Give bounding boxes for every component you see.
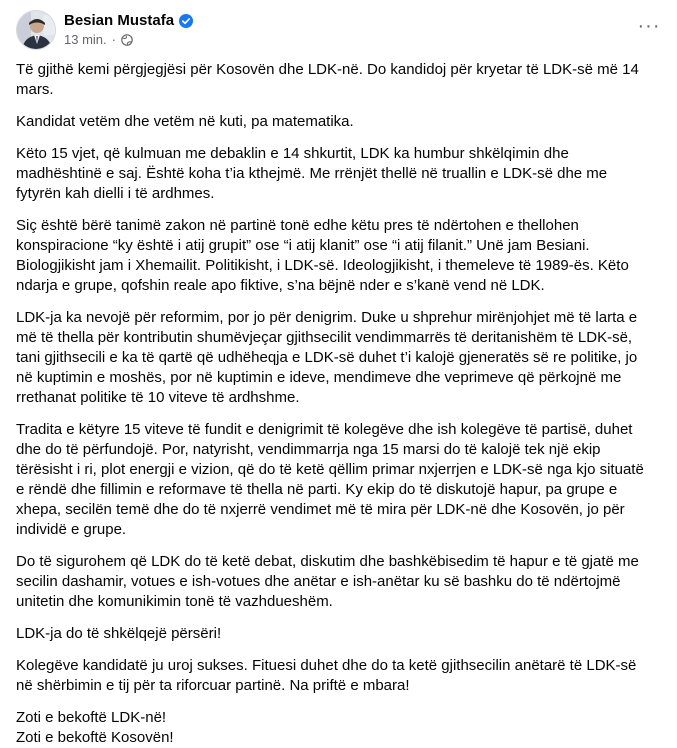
post-paragraph: LDK-ja do të shkëlqejë përsëri! — [16, 625, 222, 642]
post-meta — [64, 32, 133, 48]
post-paragraph: LDK-ja ka nevojë për reformim, por jo për denigrim. Duke u shprehur mirënjohjet më të larta e më të thella për kontributin shumëvjeçar gjithsecilit vendimmarrës të deritanishëm të LDK-së, tani gjithsecili e ka të qartë që udhëheqja e LDK-së duhet t’i kalojë gjeneratës së re politike, jo në kuptimin e moshës, por në kuptimin e ideve, mendimeve dhe veprimeve që përkojnë me rrethanat politike të 10 viteve të ardhshme. — [16, 309, 638, 406]
post-paragraph: Do të sigurohem që LDK do të ketë debat, diskutim dhe bashkëbisedim të hapur e të gjatë me secilin dashamir, votues e ish-votues dhe anëtar e ish-anëtar ku së bashku do të ndërtojmë unitetin dhe komunikimin tonë të vazhdueshëm. — [16, 553, 639, 610]
post-body — [16, 60, 655, 748]
more-options-icon: ··· — [637, 15, 661, 37]
post-paragraph: Këto 15 vjet, që kulmuan me debaklin e 14 shkurtit, LDK ka humbur shkëlqimin dhe madhështinë e saj. Është koha t’ia kthejmë. Me rrënjët thellë në truallin e LDK-së dhe me fytyrën kah dielli i të ardhmes. — [16, 145, 608, 202]
post-closing-line: Zoti e bekoftë LDK-në! — [16, 709, 167, 726]
post-timestamp[interactable]: 13 min. — [64, 32, 107, 47]
avatar-photo — [17, 11, 56, 50]
author-avatar[interactable] — [16, 10, 56, 50]
post-paragraph: Kolegëve kandidatë ju uroj sukses. Fituesi duhet dhe do ta ketë gjithsecilin anëtarë të LDK-së në shërbimin e tij për ta riforcuar partinë. Na priftë e mbara! — [16, 657, 637, 694]
post-header — [16, 10, 661, 52]
author-name[interactable]: Besian Mustafa — [64, 12, 175, 29]
author-row — [64, 12, 193, 30]
post-paragraph: Siç është bërë tanimë zakon në partinë tonë edhe këtu pres të ndërtohen e thellohen konspiracione “ky është i atij grupit” ose “i atij klanit” ose “i atij filanit.” Unë jam Besiani. Biologjikisht jam i Xhemailit. Politikisht, i LDK-së. Ideologjikisht, i themeleve të 1989-ës. Këto ndarja e grupe, qofshin reale apo fiktive, s’na bëjnë nder e s’kanë vend në LDK. — [16, 217, 629, 294]
verified-badge-icon — [179, 14, 193, 28]
more-options-button[interactable] — [633, 14, 665, 38]
meta-separator: · — [111, 32, 116, 47]
post-paragraph: Kandidat vetëm dhe vetëm në kuti, pa matematika. — [16, 113, 354, 130]
post-paragraph: Të gjithë kemi përgjegjësi për Kosovën dhe LDK-në. Do kandidoj për kryetar të LDK-së më 14 mars. — [16, 61, 639, 98]
globe-icon[interactable] — [121, 34, 133, 46]
post-paragraph: Tradita e këtyre 15 viteve të fundit e denigrimit të kolegëve dhe ish kolegëve të partisë, duhet dhe do të përfundojë. Por, natyrisht, vendimmarrja nga 15 marsi do të kalojë tek një ekip tërësisht i ri, plot energji e vizion, që do të ketë qëllim primar nxjerrjen e LDK-së nga kjo situatë e rëndë dhe fillimin e reformave të thella në parti. Ky ekip do të diskutojë hapur, pa grupe e xhepa, secilën temë dhe do të nxjerrë vendimet më të mira për LDK-në dhe Kosovën, jo për individë e grupe. — [16, 421, 644, 538]
post-closing-line: Zoti e bekoftë Kosovën! — [16, 729, 174, 746]
